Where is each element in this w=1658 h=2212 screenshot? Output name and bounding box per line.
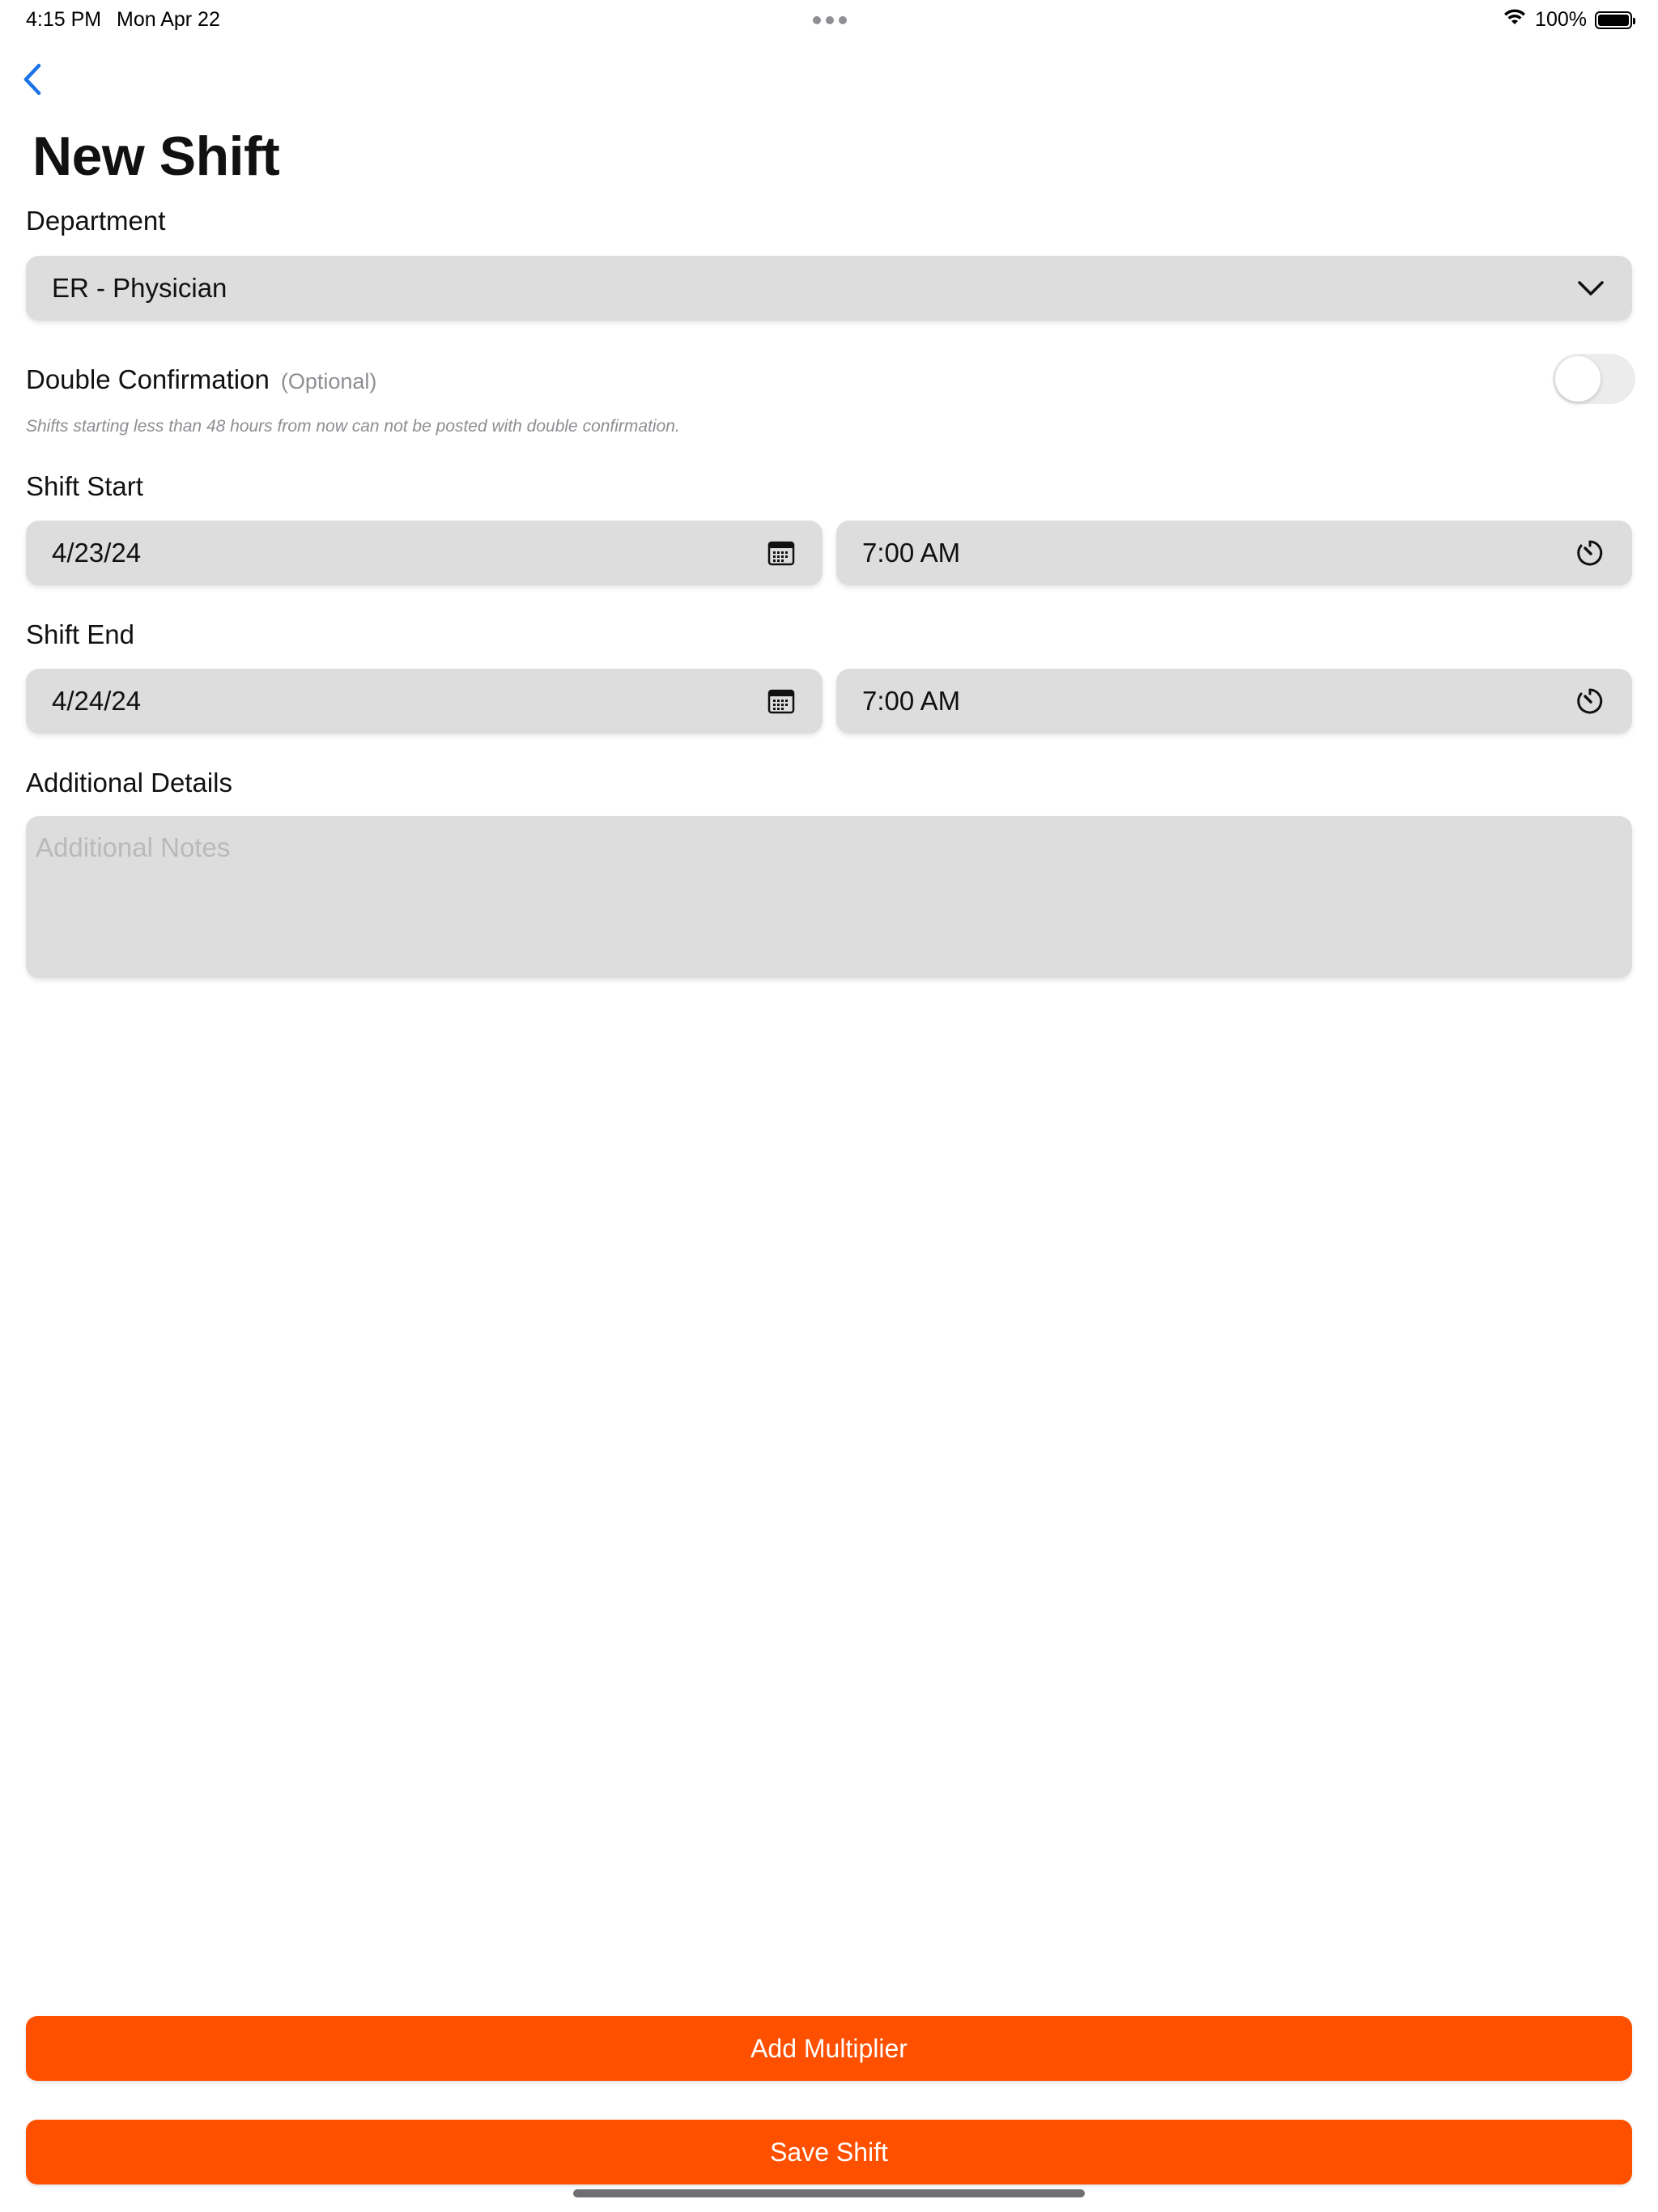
- shift-start-date-picker[interactable]: [26, 521, 823, 585]
- wifi-icon: [1503, 8, 1527, 32]
- shift-end-time-value: 7:00 AM: [862, 686, 961, 716]
- chevron-left-icon: [22, 62, 43, 96]
- shift-start-time-picker[interactable]: [836, 521, 1632, 585]
- double-confirmation-row: [26, 364, 376, 395]
- add-multiplier-button[interactable]: Add Multiplier: [26, 2016, 1632, 2081]
- double-confirmation-toggle[interactable]: [1553, 354, 1635, 404]
- page-title: New Shift: [32, 125, 280, 187]
- calendar-icon: [767, 540, 795, 566]
- home-indicator: [573, 2189, 1085, 2197]
- additional-notes-container: [26, 816, 1632, 978]
- double-confirmation-label: Double Confirmation: [26, 364, 270, 394]
- battery-percent: 100%: [1535, 8, 1587, 31]
- clock-icon: [1575, 538, 1605, 568]
- department-value: ER - Physician: [52, 273, 227, 303]
- shift-end-time-picker[interactable]: [836, 669, 1632, 734]
- shift-start-time-value: 7:00 AM: [862, 538, 961, 568]
- calendar-icon: [767, 688, 795, 714]
- status-time: 4:15 PM: [26, 8, 102, 31]
- battery-icon: [1595, 11, 1632, 29]
- toggle-knob: [1555, 356, 1601, 402]
- double-confirmation-hint: Shifts starting less than 48 hours from now can not be posted with double confirmation.: [26, 417, 680, 436]
- shift-end-label: Shift End: [26, 619, 134, 649]
- shift-start-label: Shift Start: [26, 471, 143, 501]
- clock-icon: [1575, 687, 1605, 716]
- save-shift-button[interactable]: Save Shift: [26, 2120, 1632, 2184]
- status-date: Mon Apr 22: [117, 8, 220, 31]
- back-button[interactable]: [16, 57, 49, 102]
- department-label: Department: [26, 206, 166, 236]
- department-select[interactable]: [26, 256, 1632, 321]
- shift-end-date-value: 4/24/24: [52, 686, 142, 716]
- additional-notes-input[interactable]: [26, 816, 1632, 978]
- shift-end-date-picker[interactable]: [26, 669, 823, 734]
- shift-start-date-value: 4/23/24: [52, 538, 142, 568]
- additional-details-label: Additional Details: [26, 768, 232, 798]
- status-bar: [0, 0, 1658, 39]
- multitasking-dots-icon[interactable]: [813, 16, 847, 24]
- optional-label: (Optional): [280, 369, 377, 393]
- status-right: [1503, 8, 1632, 32]
- chevron-down-icon: [1577, 280, 1605, 296]
